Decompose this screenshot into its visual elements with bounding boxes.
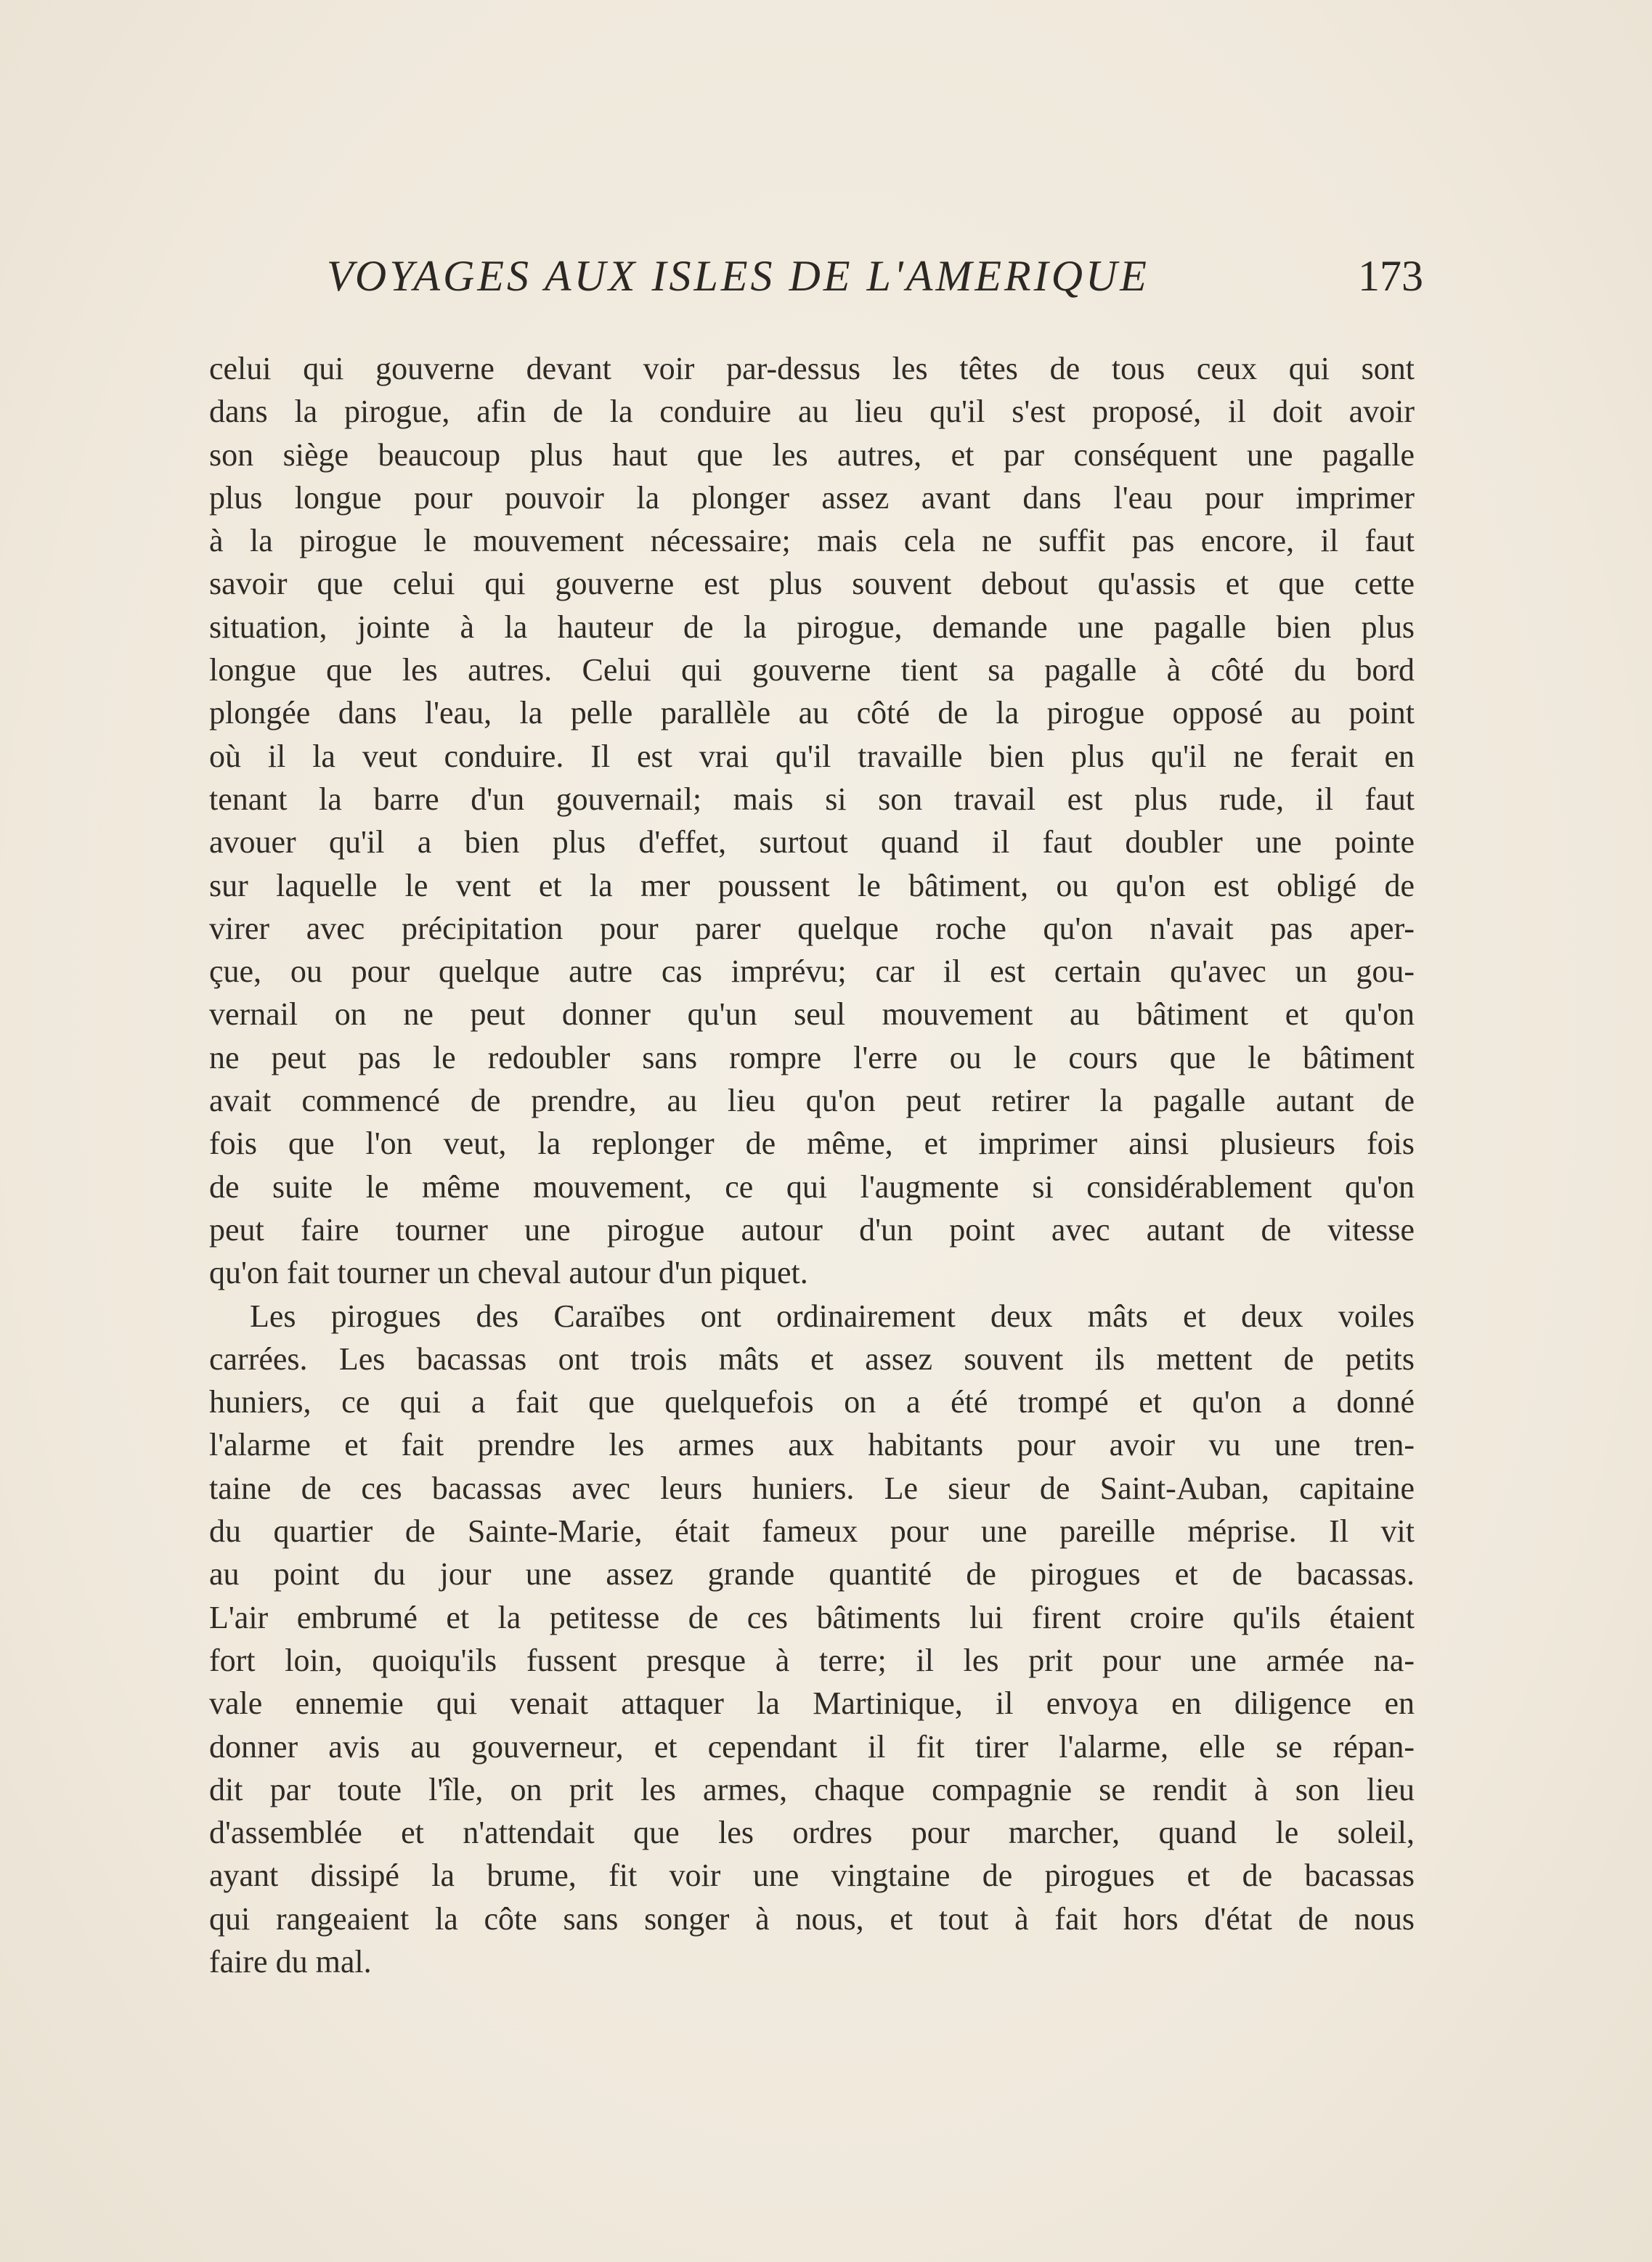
text-line: avouer qu'il a bien plus d'effet, surtout quand il faut doubler une pointe — [209, 824, 1415, 861]
text-line: celui qui gouverne devant voir par-dessus les têtes de tous ceux qui sont — [209, 351, 1415, 386]
text-line: peut faire tourner une pirogue autour d'un point avec autant de vitesse — [209, 1211, 1415, 1248]
text-line: huniers, ce qui a fait que quelquefois on a été trompé et qu'on a donné — [209, 1384, 1415, 1420]
text-line: faire du mal. — [209, 1943, 372, 1980]
text-line: de suite le même mouvement, ce qui l'augmente si considérablement qu'on — [209, 1168, 1415, 1205]
text-line: çue, ou pour quelque autre cas imprévu; car il est certain qu'avec un gou- — [209, 953, 1415, 990]
text-line: à la pirogue le mouvement nécessaire; mais cela ne suffit pas encore, il faut — [209, 523, 1415, 559]
text-line: ne peut pas le redoubler sans rompre l'erre ou le cours que le bâtiment — [209, 1039, 1415, 1075]
text-line: donner avis au gouverneur, et cependant il fit tirer l'alarme, elle se répan- — [209, 1728, 1415, 1765]
text-line: qui rangeaient la côte sans songer à nous, et tout à fait hors d'état de nous — [209, 1900, 1415, 1937]
page-number: 173 — [1358, 252, 1423, 300]
text-line: ayant dissipé la brume, fit voir une vingtaine de pirogues et de bacassas — [209, 1858, 1415, 1894]
text-line: dans la pirogue, afin de la conduire au lieu qu'il s'est proposé, il doit avoir — [209, 394, 1415, 430]
text-line: qu'on fait tourner un cheval autour d'un piquet. — [209, 1255, 808, 1291]
text-line: où il la veut conduire. Il est vrai qu'il travaille bien plus qu'il ne ferait en — [209, 738, 1415, 774]
text-line: d'assemblée et n'attendait que les ordres pour marcher, quand le soleil, — [209, 1815, 1415, 1851]
text-line: situation, jointe à la hauteur de la pirogue, demande une pagalle bien plus — [209, 609, 1415, 645]
body-text — [209, 347, 1415, 1983]
text-line: longue que les autres. Celui qui gouverne tient sa pagalle à côté du bord — [209, 652, 1415, 688]
text-line: carrées. Les bacassas ont trois mâts et assez souvent ils mettent de petits — [209, 1340, 1415, 1377]
text-line: Les pirogues des Caraïbes ont ordinairement deux mâts et deux voiles — [250, 1298, 1415, 1334]
text-line: son siège beaucoup plus haut que les autres, et par conséquent une pagalle — [209, 436, 1415, 473]
text-line: fois que l'on veut, la replonger de même, et imprimer ainsi plusieurs fois — [209, 1126, 1415, 1162]
text-line: avait commencé de prendre, au lieu qu'on peut retirer la pagalle autant de — [209, 1083, 1415, 1119]
text-line: vernail on ne peut donner qu'un seul mouvement au bâtiment et qu'on — [209, 996, 1415, 1033]
running-title: VOYAGES AUX ISLES DE L'AMERIQUE — [327, 252, 1150, 300]
text-line: virer avec précipitation pour parer quelque roche qu'on n'avait pas aper- — [209, 910, 1415, 946]
text-line: vale ennemie qui venait attaquer la Martinique, il envoya en diligence en — [209, 1685, 1415, 1722]
text-line: l'alarme et fait prendre les armes aux habitants pour avoir vu une tren- — [209, 1427, 1415, 1463]
text-line: plus longue pour pouvoir la plonger assez avant dans l'eau pour imprimer — [209, 479, 1415, 516]
text-line: dit par toute l'île, on prit les armes, chaque compagnie se rendit à son lieu — [209, 1771, 1415, 1807]
text-line: savoir que celui qui gouverne est plus souvent debout qu'assis et que cette — [209, 566, 1415, 602]
text-line: fort loin, quoiqu'ils fussent presque à terre; il les prit pour une armée na- — [209, 1642, 1415, 1678]
text-line: sur laquelle le vent et la mer poussent le bâtiment, ou qu'on est obligé de — [209, 867, 1415, 903]
text-line: du quartier de Sainte-Marie, était fameux pour une pareille méprise. Il vit — [209, 1513, 1415, 1550]
text-line: plongée dans l'eau, la pelle parallèle au côté de la pirogue opposé au point — [209, 695, 1415, 731]
text-line: taine de ces bacassas avec leurs huniers. Le sieur de Saint-Auban, capitaine — [209, 1470, 1415, 1506]
text-line: L'air embrumé et la petitesse de ces bâtiments lui firent croire qu'ils étaient — [209, 1599, 1415, 1635]
text-line: tenant la barre d'un gouvernail; mais si son travail est plus rude, il faut — [209, 781, 1415, 817]
text-line: au point du jour une assez grande quantité de pirogues et de bacassas. — [209, 1556, 1415, 1592]
running-head — [327, 240, 1423, 312]
